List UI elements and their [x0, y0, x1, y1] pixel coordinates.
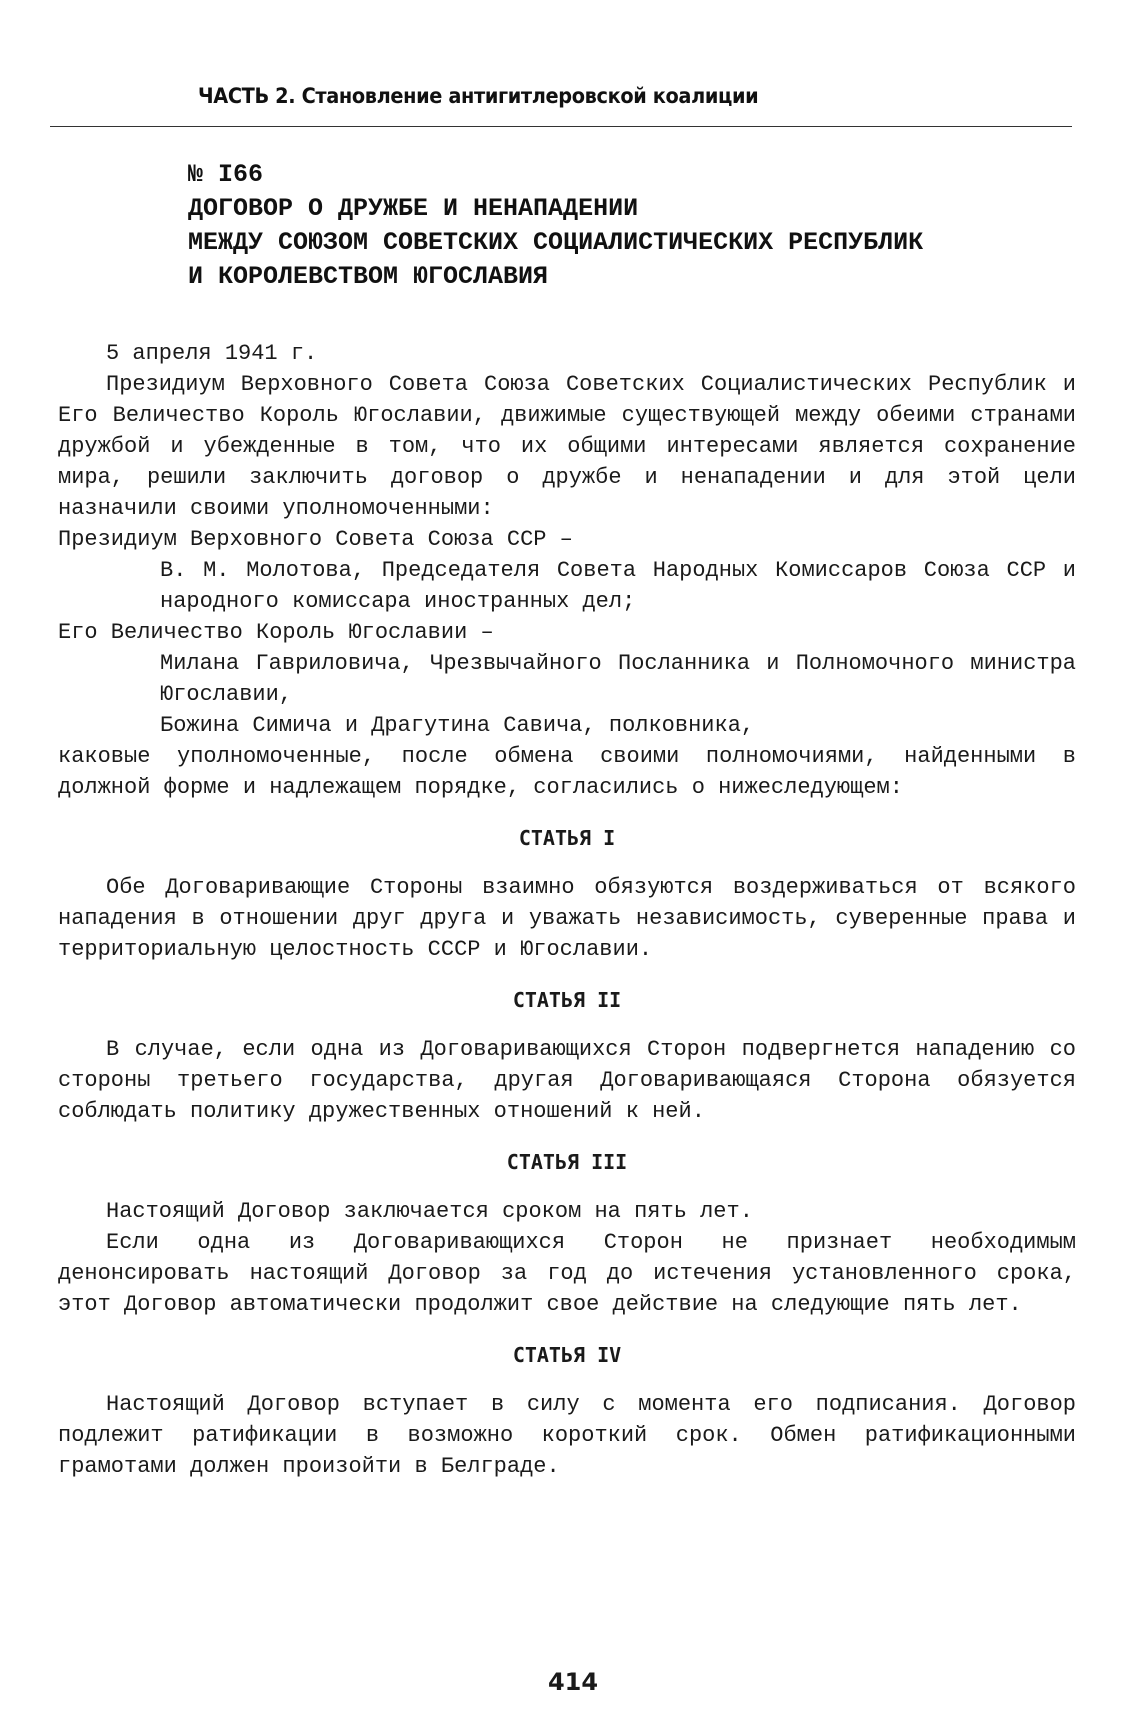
running-header: ЧАСТЬ 2. Становление антигитлеровской коалиции: [198, 84, 759, 108]
title-line-3: И КОРОЛЕВСТВОМ ЮГОСЛАВИЯ: [188, 262, 549, 291]
party-1: Президиум Верховного Совета Союза ССР –: [58, 527, 573, 552]
article-4-heading: СТАТЬЯ IV: [512, 1343, 622, 1367]
header-rule: [50, 126, 1072, 127]
party-2-representative-2: Божина Симича и Драгутина Савича, полковника,: [160, 713, 755, 738]
article-2-heading: СТАТЬЯ II: [512, 988, 622, 1012]
article-4-text: Настоящий Договор вступает в силу с момента его подписания. Договор подлежит ратификации в возможно короткий срок. Обмен ратификационными грамотами должен произойти в Белграде.: [58, 1392, 1076, 1479]
page-number: 414: [547, 1668, 599, 1696]
party-2: Его Величество Король Югославии –: [58, 620, 494, 645]
article-2-text: В случае, если одна из Договаривающихся Сторон подвергнется нападению со стороны третьего государства, другая Договаривающаяся Сторона обязуется соблюдать политику дружественных отношений к ней.: [58, 1037, 1076, 1124]
article-3-text-2: Если одна из Договаривающихся Сторон не признает необходимым денонсировать настоящий Договор за год до истечения установленного срока, этот Договор автоматически продолжит свое действие на следующие пять лет.: [58, 1230, 1076, 1317]
title-line-2: МЕЖДУ СОЮЗОМ СОВЕТСКИХ СОЦИАЛИСТИЧЕСКИХ РЕСПУБЛИК: [188, 228, 924, 257]
article-1-heading: СТАТЬЯ I: [518, 826, 616, 850]
agreement-clause: каковые уполномоченные, после обмена своими полномочиями, найденными в должной форме и надлежащем порядке, согласились о нижеследующем:: [58, 744, 1076, 800]
party-1-representative: В. М. Молотова, Председателя Совета Народных Комиссаров Союза ССР и народного комиссара иностранных дел;: [160, 558, 1076, 614]
article-1-text: Обе Договаривающие Стороны взаимно обязуются воздерживаться от всякого нападения в отношении друг друга и уважать независимость, суверенные права и территориальную целостность СССР и Югославии.: [58, 875, 1076, 962]
article-3-text-1: Настоящий Договор заключается сроком на пять лет.: [106, 1199, 753, 1224]
document-title-block: [188, 158, 923, 294]
party-2-representative-1: Милана Гавриловича, Чрезвычайного Посланника и Полномочного министра Югославии,: [160, 651, 1076, 707]
preamble: Президиум Верховного Совета Союза Советских Социалистических Республик и Его Величество Король Югославии, движимые существующей между обеими странами дружбой и убежденные в том, что их общими интересами является сохранение мира, решили заключить договор о дружбе и ненападении и для этой цели назначили своими уполномоченными:: [58, 372, 1076, 521]
title-line-1: ДОГОВОР О ДРУЖБЕ И НЕНАПАДЕНИИ: [188, 194, 639, 223]
document-body: [58, 338, 1076, 1482]
document-number: № I66: [188, 160, 264, 189]
document-date: 5 апреля 1941 г.: [106, 341, 318, 366]
article-3-heading: СТАТЬЯ III: [506, 1150, 628, 1174]
